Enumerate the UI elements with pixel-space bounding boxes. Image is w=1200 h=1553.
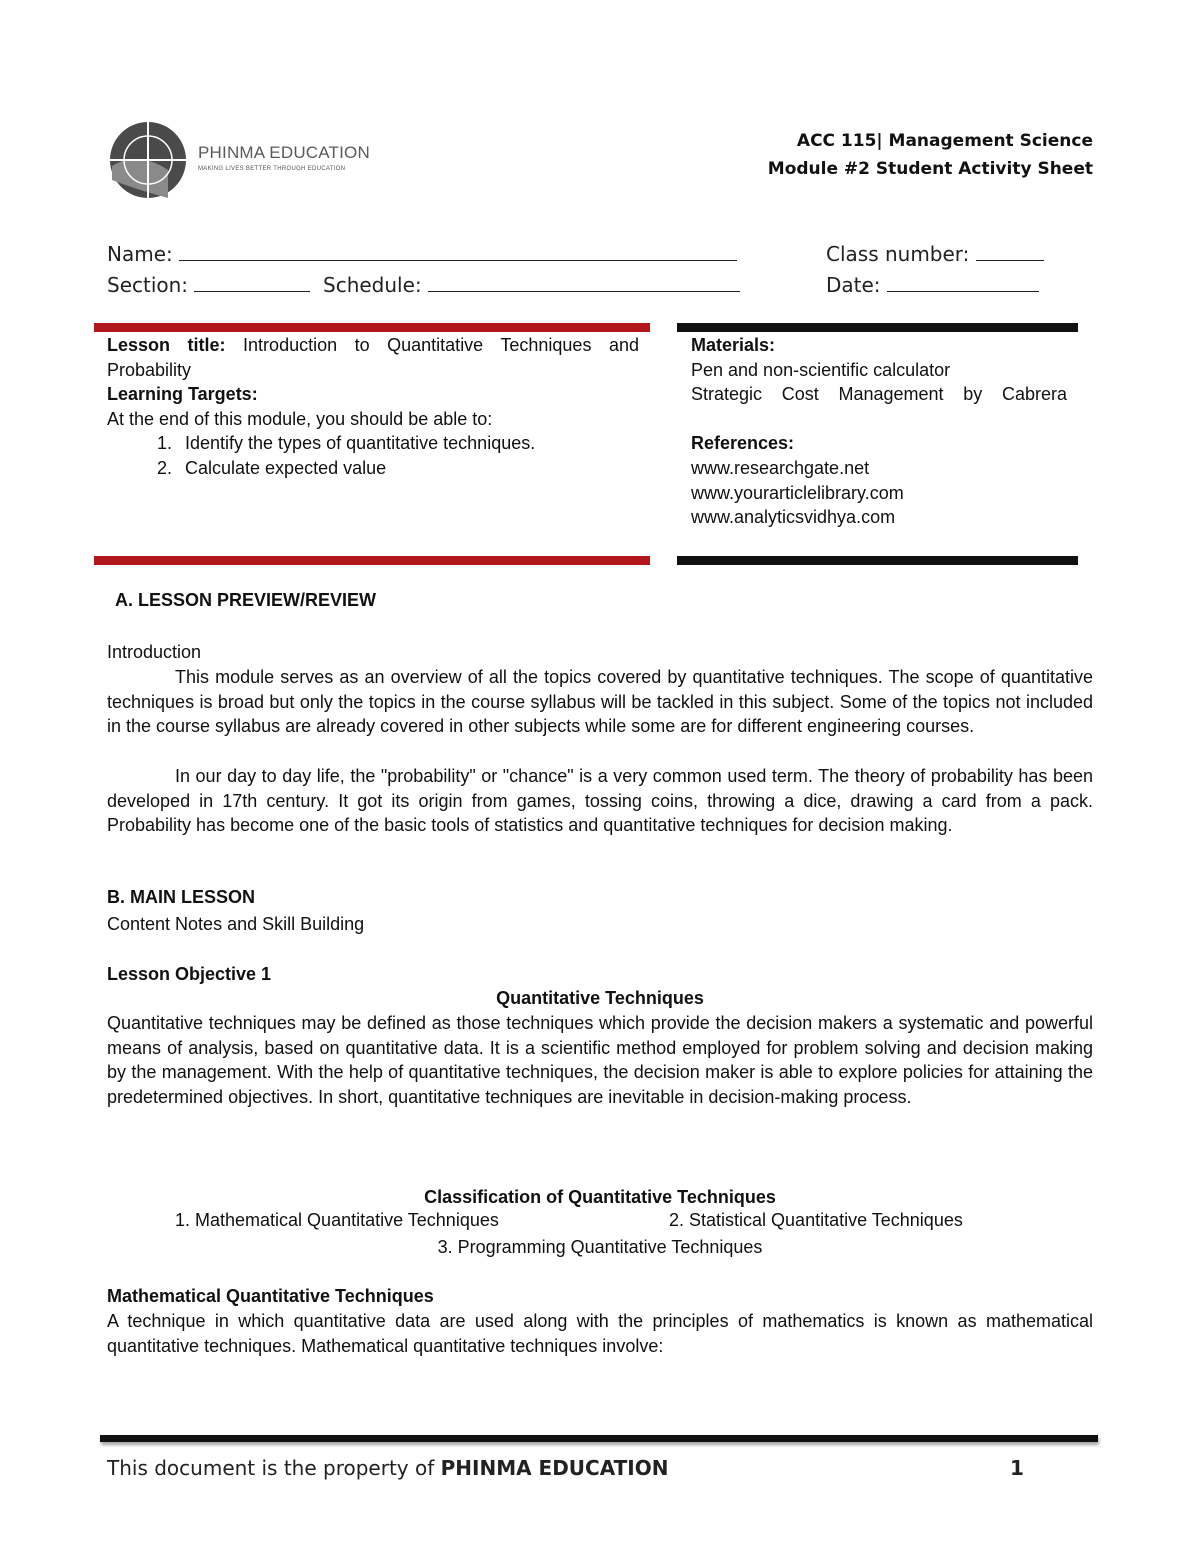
mqt-title: Mathematical Quantitative Techniques bbox=[107, 1286, 434, 1306]
lesson-title bbox=[107, 333, 639, 382]
introduction-label: Introduction bbox=[107, 642, 202, 662]
classification-item: 1. Mathematical Quantitative Techniques bbox=[175, 1210, 499, 1230]
lesson-box-bottom-bar bbox=[94, 556, 650, 565]
module-title: Module #2 Student Activity Sheet bbox=[767, 159, 1093, 179]
schedule-label: Schedule: bbox=[323, 273, 422, 297]
date-label: Date: bbox=[826, 273, 881, 297]
logo-tagline: MAKING LIVES BETTER THROUGH EDUCATION bbox=[198, 166, 346, 172]
intro-paragraph-1: This module serves as an overview of all the topics covered by quantitative techniques. The scope of quantitative techniques is broad but only the topics in the course syllabus will be tackled in this subject. Some of the topics not included in the course syllabus are already covered in other subjects while some are for different engineering courses. bbox=[107, 667, 1093, 737]
section-blank[interactable] bbox=[194, 273, 310, 292]
learning-targets-list bbox=[107, 431, 639, 480]
materials-box-top-bar bbox=[677, 323, 1078, 332]
classification-item: 2. Statistical Quantitative Techniques bbox=[669, 1210, 963, 1230]
footer-prefix: This document is the property of bbox=[107, 1456, 441, 1480]
class-number-label: Class number: bbox=[826, 242, 970, 266]
footer-text bbox=[107, 1456, 668, 1480]
schedule-blank[interactable] bbox=[428, 273, 740, 292]
date-field[interactable] bbox=[826, 273, 1039, 297]
classification-item: 3. Programming Quantitative Techniques bbox=[437, 1237, 763, 1257]
section-field[interactable] bbox=[107, 273, 310, 297]
learning-targets-label: Learning Targets: bbox=[107, 384, 258, 405]
section-a-heading: A. LESSON PREVIEW/REVIEW bbox=[115, 590, 377, 610]
materials-label: Materials: bbox=[691, 335, 776, 355]
page-number: 1 bbox=[1010, 1456, 1024, 1480]
date-blank[interactable] bbox=[887, 273, 1039, 292]
learning-target-item: 2. Calculate expected value bbox=[177, 456, 639, 481]
class-number-blank[interactable] bbox=[976, 242, 1044, 261]
logo-name: PHINMA EDUCATION bbox=[198, 143, 370, 162]
name-label: Name: bbox=[107, 242, 173, 266]
lesson-objective-1: Lesson Objective 1 bbox=[107, 964, 272, 984]
name-field[interactable] bbox=[107, 242, 737, 266]
materials-item: Strategic Cost Management by Cabrera bbox=[691, 384, 1067, 405]
class-number-field[interactable] bbox=[826, 242, 1044, 266]
materials-item: Pen and non-scientific calculator bbox=[691, 359, 951, 380]
course-title: ACC 115| Management Science bbox=[796, 131, 1093, 151]
section-b-heading: B. MAIN LESSON bbox=[107, 887, 256, 907]
section-b-subheading: Content Notes and Skill Building bbox=[107, 914, 365, 934]
qt-title: Quantitative Techniques bbox=[496, 988, 704, 1008]
schedule-field[interactable] bbox=[323, 273, 740, 297]
classification-title: Classification of Quantitative Techniques bbox=[424, 1187, 776, 1207]
lesson-title-label: Lesson title: bbox=[107, 335, 226, 355]
section-label: Section: bbox=[107, 273, 189, 297]
phinma-emblem-icon bbox=[108, 120, 198, 200]
name-blank[interactable] bbox=[179, 242, 737, 261]
qt-paragraph: Quantitative techniques may be defined as those techniques which provide the decision makers a systematic and powerful means of analysis, based on quantitative data. It is a scientific method employed for problem solving and decision making by the management. With the help of quantitative techniques, the decision maker is able to explore policies for attaining the predetermined objectives. In short, quantitative techniques are inevitable in decision-making process. bbox=[107, 1013, 1093, 1107]
lesson-title-value: Introduction to Quantitative Techniques and Probability bbox=[107, 335, 639, 380]
materials-box-bottom-bar bbox=[677, 556, 1078, 565]
lesson-box bbox=[107, 333, 639, 481]
references-label: References: bbox=[691, 433, 795, 454]
learning-targets-intro: At the end of this module, you should be able to: bbox=[107, 408, 493, 429]
reference-link[interactable]: www.yourarticlelibrary.com bbox=[691, 482, 904, 503]
reference-link[interactable]: www.researchgate.net bbox=[691, 457, 870, 478]
lesson-box-top-bar bbox=[94, 323, 650, 332]
materials-box bbox=[691, 333, 1067, 530]
footer-divider bbox=[100, 1435, 1098, 1442]
mqt-paragraph: A technique in which quantitative data are used along with the principles of mathematics is known as mathematical quantitative techniques. Mathematical quantitative techniques involve: bbox=[107, 1311, 1093, 1356]
footer-brand: PHINMA EDUCATION bbox=[440, 1456, 669, 1480]
learning-target-item: 1. Identify the types of quantitative techniques. bbox=[177, 431, 639, 456]
reference-link[interactable]: www.analyticsvidhya.com bbox=[691, 507, 896, 528]
intro-paragraph-2: In our day to day life, the "probability" or "chance" is a very common used term. The theory of probability has been developed in 17th century. It got its origin from games, tossing coins, throwing a dice, drawing a card from a pack. Probability has become one of the basic tools of statistics and quantitative techniques for decision making. bbox=[107, 766, 1093, 836]
